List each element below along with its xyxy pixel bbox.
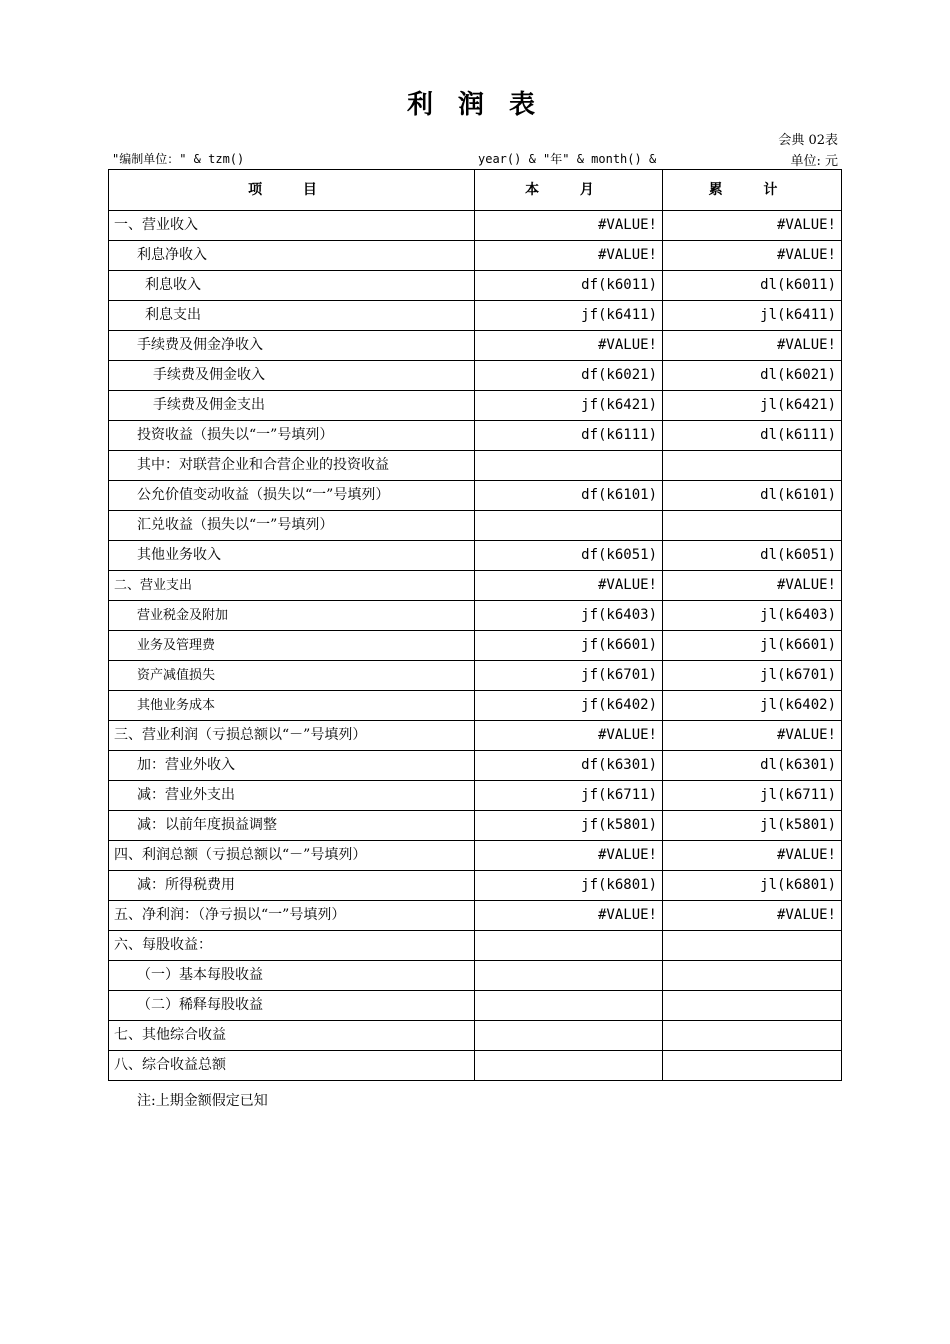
cumulative-cell[interactable]: jl(k6801) xyxy=(663,871,842,901)
income-statement-table xyxy=(108,169,842,1081)
current-month-cell[interactable]: jf(k6601) xyxy=(475,631,663,661)
table-row xyxy=(109,931,842,961)
table-row xyxy=(109,901,842,931)
table-row xyxy=(109,391,842,421)
column-header-cumulative: 累 计 xyxy=(663,170,842,211)
cumulative-cell[interactable]: dl(k6101) xyxy=(663,481,842,511)
cumulative-cell[interactable]: dl(k6011) xyxy=(663,271,842,301)
current-month-cell[interactable]: #VALUE! xyxy=(475,721,663,751)
row-label[interactable]: 加：营业外收入 xyxy=(109,751,475,781)
form-code: 会典 02表 xyxy=(778,133,838,148)
row-label[interactable]: 利息净收入 xyxy=(109,241,475,271)
table-row xyxy=(109,721,842,751)
current-month-cell[interactable]: df(k6021) xyxy=(475,361,663,391)
row-label[interactable]: 六、每股收益： xyxy=(109,931,475,961)
report-title: 利 润 表 xyxy=(406,90,544,120)
cumulative-cell[interactable]: #VALUE! xyxy=(663,331,842,361)
current-month-cell[interactable]: #VALUE! xyxy=(475,241,663,271)
compiling-unit: "编制单位：" & tzm() xyxy=(112,152,245,166)
current-month-cell[interactable]: jf(k6701) xyxy=(475,661,663,691)
table-row xyxy=(109,781,842,811)
cumulative-cell[interactable]: dl(k6051) xyxy=(663,541,842,571)
table-row xyxy=(109,841,842,871)
row-label[interactable]: 业务及管理费 xyxy=(109,631,475,661)
row-label[interactable]: 手续费及佣金支出 xyxy=(109,391,475,421)
current-month-cell[interactable]: jf(k6411) xyxy=(475,301,663,331)
cumulative-cell[interactable] xyxy=(663,511,842,541)
cumulative-cell[interactable]: jl(k5801) xyxy=(663,811,842,841)
current-month-cell[interactable] xyxy=(475,1021,663,1051)
current-month-cell[interactable]: #VALUE! xyxy=(475,571,663,601)
current-month-cell[interactable]: jf(k6403) xyxy=(475,601,663,631)
current-month-cell[interactable]: jf(k6402) xyxy=(475,691,663,721)
cumulative-cell[interactable]: #VALUE! xyxy=(663,241,842,271)
row-label[interactable]: 手续费及佣金收入 xyxy=(109,361,475,391)
current-month-cell[interactable]: #VALUE! xyxy=(475,901,663,931)
cumulative-cell[interactable]: jl(k6403) xyxy=(663,601,842,631)
table-row xyxy=(109,961,842,991)
row-label[interactable]: （二）稀释每股收益 xyxy=(109,991,475,1021)
cumulative-cell[interactable]: dl(k6301) xyxy=(663,751,842,781)
row-label[interactable]: 减：以前年度损益调整 xyxy=(109,811,475,841)
table-row xyxy=(109,271,842,301)
row-label[interactable]: 手续费及佣金净收入 xyxy=(109,331,475,361)
cumulative-cell[interactable]: jl(k6601) xyxy=(663,631,842,661)
cumulative-cell[interactable]: jl(k6711) xyxy=(663,781,842,811)
column-header-item: 项 目 xyxy=(109,170,475,211)
current-month-cell[interactable]: jf(k6711) xyxy=(475,781,663,811)
current-month-cell[interactable]: #VALUE! xyxy=(475,211,663,241)
row-label[interactable]: 二、营业支出 xyxy=(109,571,475,601)
row-label[interactable]: 四、利润总额（亏损总额以“－”号填列） xyxy=(109,841,475,871)
row-label[interactable]: 汇兑收益（损失以“一”号填列） xyxy=(109,511,475,541)
footnote: 注:上期金额假定已知 xyxy=(137,1093,268,1109)
cumulative-cell[interactable]: dl(k6111) xyxy=(663,421,842,451)
table-row xyxy=(109,241,842,271)
current-month-cell[interactable] xyxy=(475,961,663,991)
current-month-cell[interactable]: df(k6011) xyxy=(475,271,663,301)
cumulative-cell[interactable]: #VALUE! xyxy=(663,841,842,871)
cumulative-cell[interactable] xyxy=(663,991,842,1021)
cumulative-cell[interactable] xyxy=(663,961,842,991)
current-month-cell[interactable] xyxy=(475,1051,663,1081)
row-label[interactable]: 资产减值损失 xyxy=(109,661,475,691)
cumulative-cell[interactable]: jl(k6411) xyxy=(663,301,842,331)
current-month-cell[interactable]: #VALUE! xyxy=(475,331,663,361)
row-label[interactable]: 其中：对联营企业和合营企业的投资收益 xyxy=(109,451,475,481)
cumulative-cell[interactable]: #VALUE! xyxy=(663,571,842,601)
current-month-cell[interactable] xyxy=(475,991,663,1021)
current-month-cell[interactable]: df(k6111) xyxy=(475,421,663,451)
table-row xyxy=(109,541,842,571)
table-row xyxy=(109,481,842,511)
column-header-current-month: 本 月 xyxy=(475,170,663,211)
cumulative-cell[interactable]: jl(k6701) xyxy=(663,661,842,691)
row-label[interactable]: 其他业务收入 xyxy=(109,541,475,571)
cumulative-cell[interactable] xyxy=(663,931,842,961)
table-row xyxy=(109,451,842,481)
table-row xyxy=(109,361,842,391)
row-label[interactable]: 营业税金及附加 xyxy=(109,601,475,631)
cumulative-cell[interactable]: #VALUE! xyxy=(663,901,842,931)
row-label[interactable]: 公允价值变动收益（损失以“一”号填列） xyxy=(109,481,475,511)
cumulative-cell[interactable]: jl(k6421) xyxy=(663,391,842,421)
row-label[interactable]: 七、其他综合收益 xyxy=(109,1021,475,1051)
row-label[interactable]: 减：所得税费用 xyxy=(109,871,475,901)
current-month-cell[interactable] xyxy=(475,451,663,481)
row-label[interactable]: 三、营业利润（亏损总额以“－”号填列） xyxy=(109,721,475,751)
cumulative-cell[interactable] xyxy=(663,451,842,481)
cumulative-cell[interactable]: #VALUE! xyxy=(663,721,842,751)
row-label[interactable]: 减：营业外支出 xyxy=(109,781,475,811)
table-row xyxy=(109,301,842,331)
table-row xyxy=(109,331,842,361)
table-row xyxy=(109,991,842,1021)
table-row xyxy=(109,1021,842,1051)
table-row xyxy=(109,421,842,451)
table-row xyxy=(109,511,842,541)
table-row xyxy=(109,571,842,601)
row-label[interactable]: 一、营业收入 xyxy=(109,211,475,241)
row-label[interactable]: 投资收益（损失以“一”号填列） xyxy=(109,421,475,451)
report-period: year() & "年" & month() & xyxy=(478,152,657,166)
cumulative-cell[interactable]: #VALUE! xyxy=(663,211,842,241)
table-row xyxy=(109,631,842,661)
current-month-cell[interactable]: jf(k6801) xyxy=(475,871,663,901)
table-row xyxy=(109,691,842,721)
row-label[interactable]: 利息收入 xyxy=(109,271,475,301)
row-label[interactable]: 八、综合收益总额 xyxy=(109,1051,475,1081)
current-month-cell[interactable]: df(k6101) xyxy=(475,481,663,511)
current-month-cell[interactable]: #VALUE! xyxy=(475,841,663,871)
row-label[interactable]: 五、净利润：（净亏损以“一”号填列） xyxy=(109,901,475,931)
table-row xyxy=(109,751,842,781)
row-label[interactable]: 其他业务成本 xyxy=(109,691,475,721)
currency-unit: 单位: 元 xyxy=(790,154,838,169)
cumulative-cell[interactable]: dl(k6021) xyxy=(663,361,842,391)
cumulative-cell[interactable] xyxy=(663,1021,842,1051)
table-row xyxy=(109,811,842,841)
table-row xyxy=(109,211,842,241)
current-month-cell[interactable]: jf(k5801) xyxy=(475,811,663,841)
current-month-cell[interactable] xyxy=(475,511,663,541)
table-row xyxy=(109,661,842,691)
current-month-cell[interactable]: jf(k6421) xyxy=(475,391,663,421)
current-month-cell[interactable] xyxy=(475,931,663,961)
row-label[interactable]: （一）基本每股收益 xyxy=(109,961,475,991)
cumulative-cell[interactable]: jl(k6402) xyxy=(663,691,842,721)
table-row xyxy=(109,1051,842,1081)
current-month-cell[interactable]: df(k6301) xyxy=(475,751,663,781)
current-month-cell[interactable]: df(k6051) xyxy=(475,541,663,571)
cumulative-cell[interactable] xyxy=(663,1051,842,1081)
row-label[interactable]: 利息支出 xyxy=(109,301,475,331)
table-row xyxy=(109,871,842,901)
header-row xyxy=(109,170,842,211)
table-row xyxy=(109,601,842,631)
